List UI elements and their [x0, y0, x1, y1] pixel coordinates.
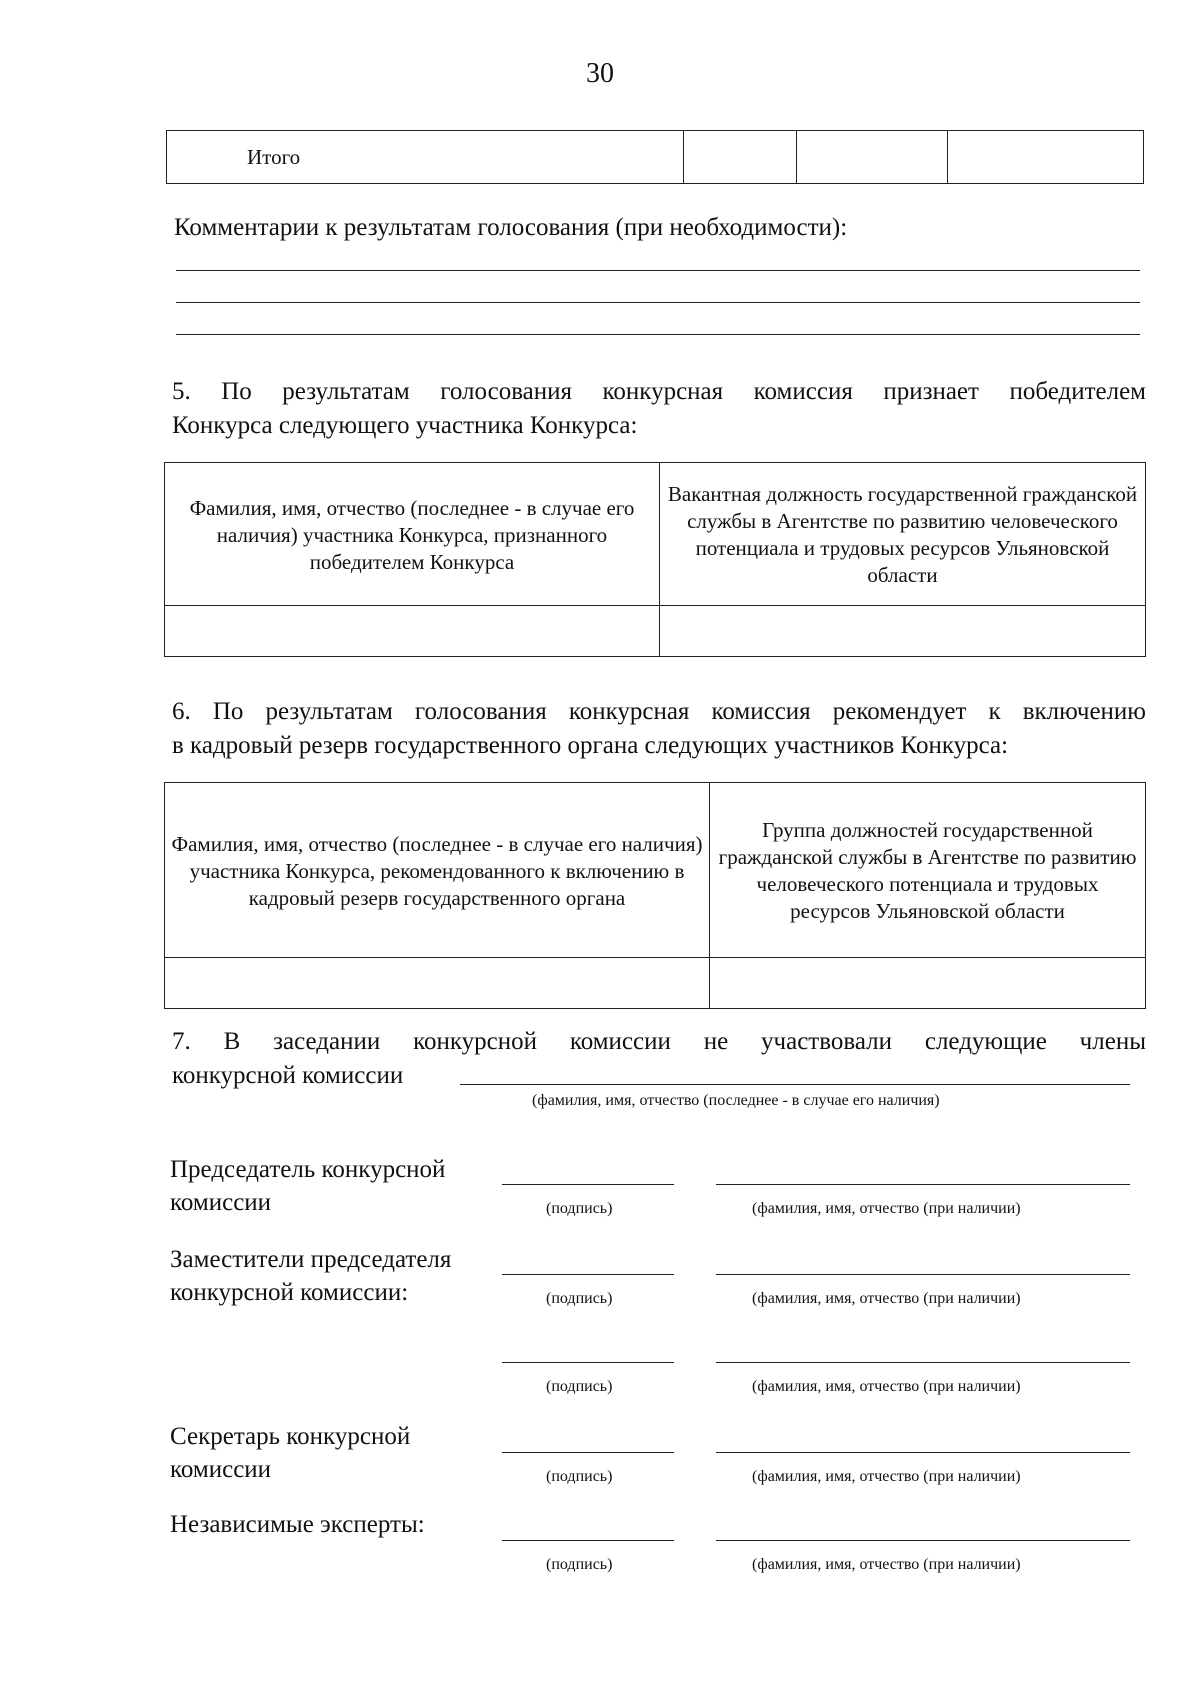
section7-text-line1: 7. В заседании конкурсной комиссии не участвовали следующие члены	[172, 1028, 1146, 1055]
chairman-fio-caption: (фамилия, имя, отчество (при наличии)	[752, 1200, 1021, 1217]
deputies-label-line1: Заместители председателя	[170, 1246, 452, 1273]
deputy1-signature-caption: (подпись)	[546, 1290, 613, 1307]
chairman-signature-line[interactable]	[502, 1184, 674, 1185]
total-cell-2[interactable]	[797, 131, 948, 184]
section6-text-line2: в кадровый резерв государственного органа следующих участников Конкурса:	[172, 732, 1009, 759]
reserve-col1-header: Фамилия, имя, отчество (последнее - в случае его наличия) участника Конкурса, рекомендованного к включению в кадровый резерв государственного органа	[165, 783, 710, 958]
secretary-signature-line[interactable]	[502, 1452, 674, 1453]
total-cell-1[interactable]	[684, 131, 797, 184]
comment-line-3[interactable]	[176, 334, 1140, 335]
deputy2-fio-caption: (фамилия, имя, отчество (при наличии)	[752, 1378, 1021, 1395]
secretary-label-line2: комиссии	[170, 1456, 272, 1483]
secretary-fio-line[interactable]	[716, 1452, 1130, 1453]
reserve-col2-header: Группа должностей государственной гражданской службы в Агентстве по развитию человеческого потенциала и трудовых ресурсов Ульяновской области	[710, 783, 1146, 958]
winner-table	[164, 462, 1146, 657]
total-cell-3[interactable]	[948, 131, 1144, 184]
chairman-signature-caption: (подпись)	[546, 1200, 613, 1217]
deputy1-fio-caption: (фамилия, имя, отчество (при наличии)	[752, 1290, 1021, 1307]
section5-text-line2: Конкурса следующего участника Конкурса:	[172, 412, 638, 439]
winner-name-cell[interactable]	[165, 606, 660, 657]
page-number: 30	[586, 58, 614, 89]
chairman-label-line2: комиссии	[170, 1189, 272, 1216]
secretary-fio-caption: (фамилия, имя, отчество (при наличии)	[752, 1468, 1021, 1485]
reserve-table	[164, 782, 1146, 1009]
secretary-signature-caption: (подпись)	[546, 1468, 613, 1485]
reserve-group-cell[interactable]	[710, 958, 1146, 1009]
reserve-name-cell[interactable]	[165, 958, 710, 1009]
deputy2-signature-line[interactable]	[502, 1362, 674, 1363]
comments-label: Комментарии к результатам голосования (при необходимости):	[174, 214, 848, 241]
deputy1-signature-line[interactable]	[502, 1274, 674, 1275]
winner-col2-header: Вакантная должность государственной гражданской службы в Агентстве по развитию человеческого потенциала и трудовых ресурсов Ульяновской области	[660, 463, 1146, 606]
expert-signature-line[interactable]	[502, 1540, 674, 1541]
expert-fio-line[interactable]	[716, 1540, 1130, 1541]
comment-line-2[interactable]	[176, 302, 1140, 303]
winner-col1-header: Фамилия, имя, отчество (последнее - в случае его наличия) участника Конкурса, признанного победителем Конкурса	[165, 463, 660, 606]
deputy1-fio-line[interactable]	[716, 1274, 1130, 1275]
absent-members-caption: (фамилия, имя, отчество (последнее - в случае его наличия)	[532, 1092, 940, 1109]
comment-line-1[interactable]	[176, 270, 1140, 271]
experts-label: Независимые эксперты:	[170, 1511, 425, 1538]
secretary-label-line1: Секретарь конкурсной	[170, 1423, 411, 1450]
expert-signature-caption: (подпись)	[546, 1556, 613, 1573]
total-label: Итого	[167, 131, 684, 184]
winner-position-cell[interactable]	[660, 606, 1146, 657]
chairman-label-line1: Председатель конкурсной	[170, 1156, 446, 1183]
total-table	[166, 130, 1144, 184]
section6-text-line1: 6. По результатам голосования конкурсная комиссия рекомендует к включению	[172, 698, 1146, 725]
expert-fio-caption: (фамилия, имя, отчество (при наличии)	[752, 1556, 1021, 1573]
deputy2-signature-caption: (подпись)	[546, 1378, 613, 1395]
section5-text-line1: 5. По результатам голосования конкурсная комиссия признает победителем	[172, 378, 1146, 405]
chairman-fio-line[interactable]	[716, 1184, 1130, 1185]
deputies-label-line2: конкурсной комиссии:	[170, 1279, 409, 1306]
absent-members-line[interactable]	[460, 1084, 1130, 1085]
deputy2-fio-line[interactable]	[716, 1362, 1130, 1363]
section7-text-line2: конкурсной комиссии	[172, 1062, 404, 1089]
